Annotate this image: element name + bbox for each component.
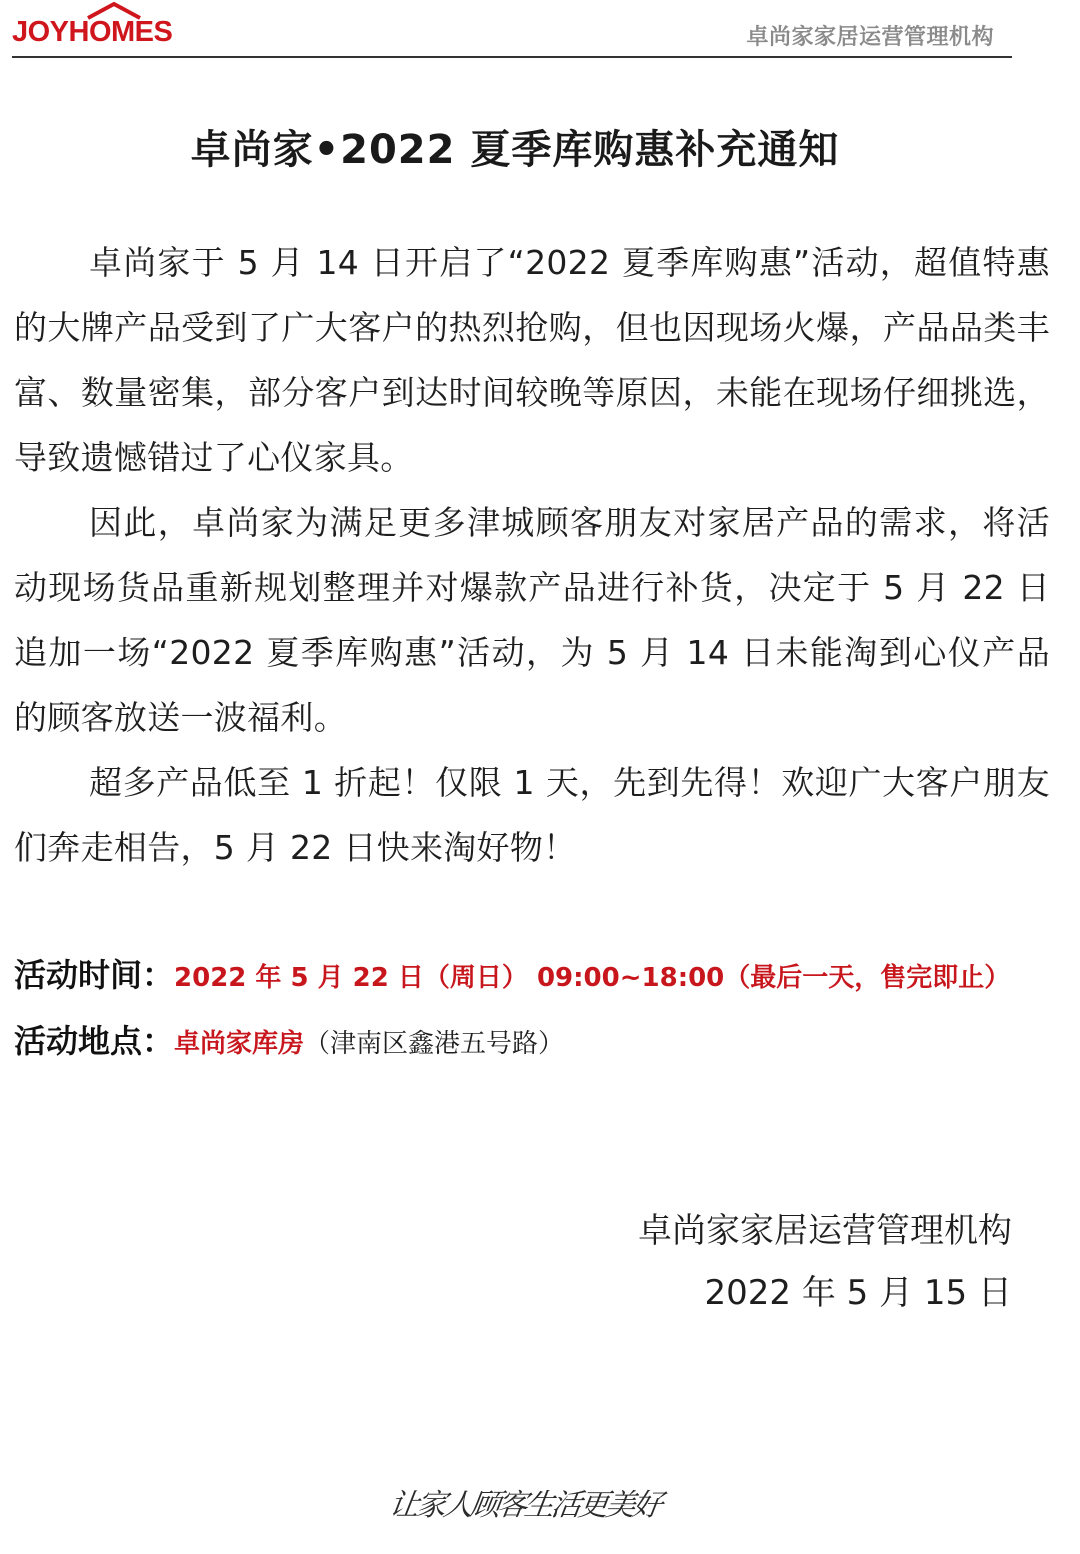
body-paragraph: 因此，卓尚家为满足更多津城顾客朋友对家居产品的需求，将活动现场货品重新规划整理并对爆款产品进行补货，决定于 5 月 22 日追加一场“2022 夏季库购惠”活动，为 5 月 14 日未能淘到心仪产品的顾客放送一波福利。 [14, 503, 1050, 737]
header-org-name: 卓尚家家居运营管理机构 [746, 25, 994, 50]
notice-title: 卓尚家•2022 夏季库购惠补充通知 [190, 127, 840, 173]
page-header [0, 0, 1080, 60]
event-place-note: （津南区鑫港五号路） [304, 1029, 565, 1059]
notice-body [14, 230, 1050, 880]
joyhomes-logo [12, 2, 192, 50]
event-place-label: 活动地点： [14, 1022, 175, 1060]
header-divider [12, 56, 1012, 58]
handwritten-slogan [370, 1470, 710, 1530]
signature-org: 卓尚家家居运营管理机构 [638, 1211, 1012, 1251]
event-time-row [14, 950, 1064, 996]
event-time-value: 2022 年 5 月 22 日（周日） 09:00~18:00（最后一天，售完即止） [174, 963, 1011, 993]
event-place-row [14, 1016, 1064, 1062]
event-place-value: 卓尚家库房 [174, 1029, 305, 1059]
signature-date: 2022 年 5 月 15 日 [704, 1273, 1012, 1313]
event-time-label: 活动时间： [14, 956, 175, 994]
slogan-text: 让家人顾客生活更美好 [387, 1488, 662, 1523]
signature-block [638, 1200, 1012, 1324]
logo-text: JOYHOMES [12, 16, 173, 48]
body-paragraph: 超多产品低至 1 折起！仅限 1 天，先到先得！欢迎广大客户朋友们奔走相告，5 月 22 日快来淘好物！ [14, 763, 1050, 867]
body-paragraph: 卓尚家于 5 月 14 日开启了“2022 夏季库购惠”活动，超值特惠的大牌产品受到了广大客户的热烈抢购，但也因现场火爆，产品品类丰富、数量密集，部分客户到达时间较晚等原因，未能在现场仔细挑选，导致遗憾错过了心仪家具。 [14, 243, 1050, 477]
